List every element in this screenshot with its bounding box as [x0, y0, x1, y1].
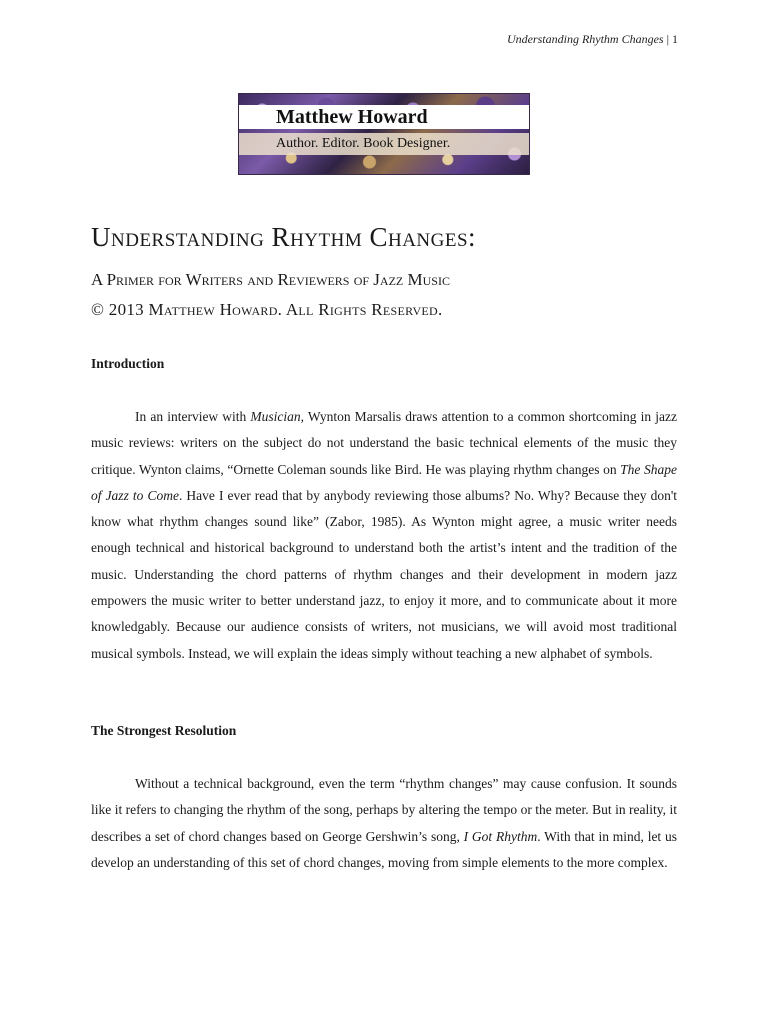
document-title: Understanding Rhythm Changes: [91, 222, 477, 252]
song-title: I Got Rhythm [463, 828, 538, 844]
running-head-title: Understanding Rhythm Changes [506, 32, 664, 46]
text-run: Without a technical background, even the term “rhythm changes” may cause confusion. It sounds like it refers to changing the rhythm of the song, perhaps by altering the tempo or the meter. But in reality, it describes a set of chord changes based on George Gershwin’s song, [91, 776, 677, 844]
copyright-notice: © 2013 Matthew Howard. All Rights Reserved. [91, 300, 443, 319]
album-title: The Shape of Jazz to Come [91, 461, 677, 503]
document-subtitle: A Primer for Writers and Reviewers of Jazz Music [91, 270, 450, 289]
banner-author-name: Matthew Howard [276, 106, 428, 128]
text-run: . Have I ever read that by anybody reviewing those albums? No. Why? Because they don't know what rhythm changes sound like” (Zabor, 1985). As Wynton might agree, a music writer needs enough technical and historical background to understand both the artist’s intent and the tradition of the music. Understanding the chord patterns of rhythm changes and their development in modern jazz empowers the music writer to better understand jazz, to enjoy it more, and to communicate about it more knowledgably. Because our audience consists of writers, not musicians, we will avoid most traditional musical symbols. Instead, we will explain the ideas simply without teaching a new alphabet of symbols. [91, 487, 677, 661]
running-head [507, 32, 678, 47]
page-number: 1 [672, 32, 678, 46]
magazine-title: Musician [250, 409, 301, 424]
banner-tagline: Author. Editor. Book Designer. [276, 136, 451, 151]
section-heading-introduction: Introduction [91, 356, 165, 371]
running-head-separator: | [666, 32, 669, 46]
text-run: , Wynton Marsalis draws attention to a common shortcoming in jazz music reviews: writers on the subject do not understand the basic technical elements of the music they critique. Wynton claims, “Ornette Coleman sounds like Bird. He was playing rhythm changes on [91, 409, 677, 477]
strongest-resolution-paragraph [91, 771, 677, 876]
section-heading-strongest-resolution: The Strongest Resolution [91, 723, 237, 738]
author-banner [238, 93, 530, 175]
text-run: . With that in mind, let us develop an understanding of this set of chord changes, moving from simple elements to the more complex. [91, 828, 677, 870]
introduction-paragraph [91, 404, 677, 667]
text-run: In an interview with [135, 409, 251, 424]
